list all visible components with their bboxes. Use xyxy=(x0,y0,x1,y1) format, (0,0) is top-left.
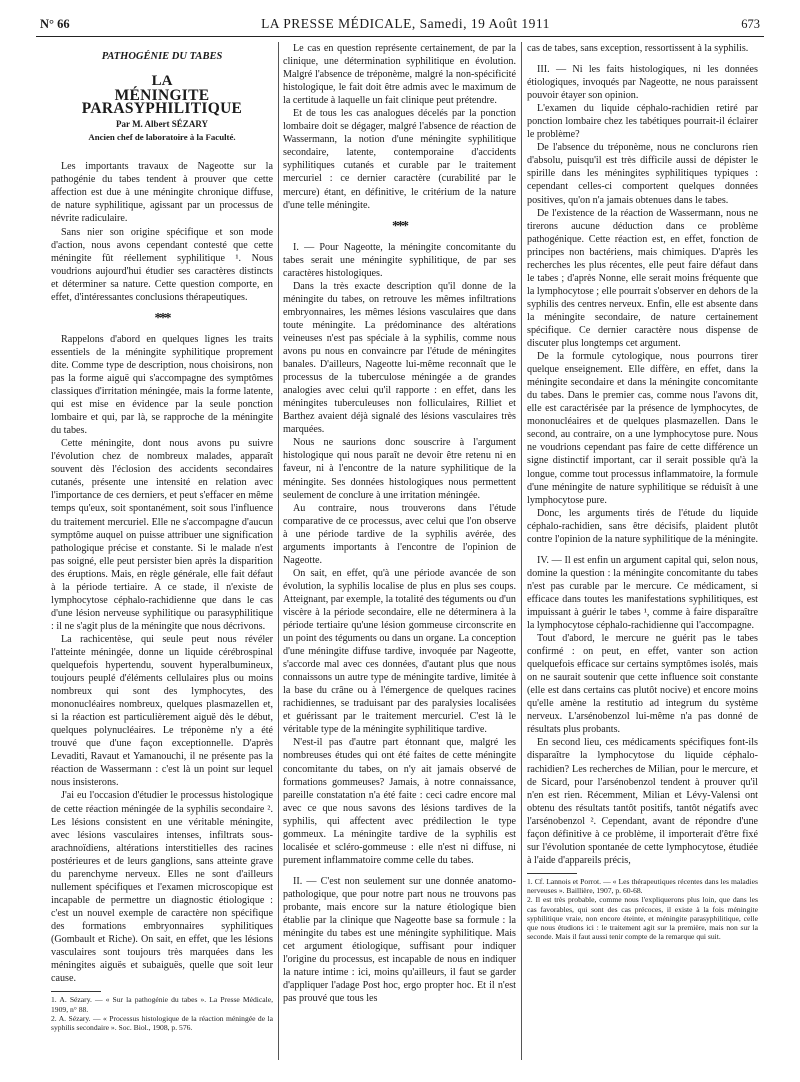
paragraph: J'ai eu l'occasion d'étudier le processus histologique de cette réaction méningée de la syphilis secondaire ². Les lésions consistent en une véritable méningite, avec lésions vasculaires intenses, infiltrats sous-arachnoïdiens, altérations interstitielles des racines postérieures et de leurs ganglions, sans atteinte grave du parenchyme nerveux. Elles ne sont d'ailleurs nullement spécifiques et l'examen microscopique est incapable de permettre un diagnostic étiologique : c'est un nouvel exemple de caractère non spécifique des formations embryonnaires syphilitiques (Gombault et Riche). On sait, en effet, que les lésions vasculaires sont toujours très marquées dans les méningites aiguës et subaiguës, quelle que soit leur cause. xyxy=(51,790,273,985)
column-3 xyxy=(527,42,758,941)
column-1 xyxy=(51,42,273,1033)
column-divider xyxy=(521,42,522,1060)
footnote: 2. A. Sézary. — « Processus histologique de la réaction méningée de la syphilis secondaire ». Soc. Biol., 1908, p. 576. xyxy=(51,1014,273,1033)
paragraph: III. — Ni les faits histologiques, ni les données étiologiques, invoqués par Nageotte, ne nous paraissent pouvoir étayer son opinion. xyxy=(527,64,758,102)
paragraph: La rachicentèse, qui seule peut nous révéler l'atteinte méningée, donne un liquide cérébrospinal quelquefois hypertendu, souvent hyperalbumineux, toujours peuplé d'éléments cellulaires plus ou moins nombreux qui sont des lymphocytes, des mononucléaires nombreux, quelques plasmazellen et, si la réaction est particulièrement aiguë dès le début, quelques polynucléaires. Le tréponème n'y a été trouvé que d'une façon exceptionnelle. D'après Levaditi, Ravaut et Yamanouchi, il ne présente pas la réaction de Wassermann : c'est là un point sur lequel nous insisterons. xyxy=(51,633,273,789)
footnote: 1. A. Sézary. — « Sur la pathogénie du tabes ». La Presse Médicale, 1909, n° 88. xyxy=(51,995,273,1014)
footnote: 2. Il est très probable, comme nous l'expliquerons plus loin, que dans les cas favorables, qui sont des cas précoces, il existe à la fois méningite syphilitique vraie, non encore éteinte, et méningite parasyphilitique, celle que nous étudions ici : le traitement agit sur la première, mais non sur la seconde. Mais il faut aussi tenir compte de la remarque qui suit. xyxy=(527,895,758,942)
paragraph: Sans nier son origine spécifique et son mode d'action, nous avons cependant contesté que cette méningite fût réellement syphilitique ¹. Nous voudrions aujourd'hui étudier ses caractères distincts et déterminer sa nature. Cette question comporte, en effet, d'intéressantes conclusions thérapeutiques. xyxy=(51,226,273,303)
footnote-rule xyxy=(51,991,101,992)
paragraph: De l'existence de la réaction de Wassermann, nous ne tirerons aucune déduction dans ce problème pathogénique. Cette réaction est, en effet, fonction de principes non bactériens, mais chimiques. D'après les recherches les plus récentes, elle peut faire défaut dans le tabes ; d'après Nonne, elle serait moins fréquente que la lymphocytose ; elle pourrait s'observer en dehors de la syphilis des centres nerveux. Enfin, elle est absente dans la méningite secondaire, de nature certainement spécifique. Ce dernier caractère nous dispense de discuter plus longtemps cet argument. xyxy=(527,207,758,350)
footnote: 1. Cf. Lannois et Porrot. — « Les thérapeutiques récentes dans les maladies nerveuses ». Baillière, 1907, p. 60-68. xyxy=(527,876,758,896)
page-number: 673 xyxy=(741,17,760,31)
section-heading: PATHOGÉNIE DU TABES xyxy=(101,51,223,62)
author-line: Par M. Albert SÉZARY xyxy=(115,119,208,130)
paragraph: Au contraire, nous trouverons dans l'étude comparative de ce processus, avec celui que l'on observe à une période tardive de la syphilis avérée, des arguments importants à l'encontre de l'opinion de Nageotte. xyxy=(283,502,516,566)
paragraph: Le cas en question représente certainement, de par la clinique, une détermination syphilitique en évolution. Malgré l'absence de tréponème, malgré la non-spécificité histologique, le fait doit être admis avec le maximum de la certitude à laquelle un fait clinique peut prétendre. xyxy=(283,43,516,107)
paragraph: Nous ne saurions donc souscrire à l'argument histologique qui nous paraît ne devoir être retenu ni en faveur, ni à l'encontre de la nature syphilitique de la méningite. Ses données histologiques nous permettent seulement de conclure à une irritation méningée. xyxy=(283,437,516,501)
column-2 xyxy=(283,42,516,1005)
paragraph: De la formule cytologique, nous pourrons tirer quelque enseignement. Elle diffère, en effet, dans la méningite secondaire et dans la méningite concomitante du tabes. Dans le premier cas, comme nous l'avons dit, elle est caractérisée par la présence de lymphocytes, de mononucléaires et de quelques plasmazellen. Dans le second, au contraire, on a une lymphocytose pure. Nous ne voudrions cependant pas faire de cette différence un signe distinctif important, car il serait possible qu'à la longue, comme tout processus inflammatoire, la formule d'une méningite de nature syphilitique se réduisît à une lymphocytose pure. xyxy=(527,351,758,506)
paragraph: cas de tabes, sans exception, ressortissent à la syphilis. xyxy=(527,43,749,54)
section-separator: *** xyxy=(154,310,170,326)
paragraph: Donc, les arguments tirés de l'étude du liquide céphalo-rachidien, sans être décisifs, plaident plutôt contre l'opinion de la nature syphilitique de la méningite. xyxy=(527,507,758,545)
journal-title: LA PRESSE MÉDICALE, Samedi, 19 Août 1911 xyxy=(261,16,550,31)
paragraph: Rappelons d'abord en quelques lignes les traits essentiels de la méningite syphilitique proprement dite. Comme type de description, nous choisirons, non pas la forme aiguë qui s'accompagne des symptômes classiques d'irritation méningée, mais la forme latente, qui est mise en évidence par la seule ponction lombaire et qui, par là, se rapproche de la méningite du tabes. xyxy=(51,333,273,437)
section-separator: *** xyxy=(392,218,407,234)
author-affiliation: Ancien chef de laboratoire à la Faculté. xyxy=(88,132,236,143)
article-title-line-2: MÉNINGITE PARASYPHILITIQUE xyxy=(81,87,243,118)
paragraph: N'est-il pas d'autre part étonnant que, malgré les nombreuses études qui ont été faites de cette méningite concomitante du tabes, on n'y ait jamais observé de formations gommeuses? Jamais, à notre connaissance, pareille constatation n'a été faite : ceci cadre encore mal avec ce que nous savons des lésions tardives de la syphilis, qui affectent avec prédilection le type gommeux. La méningite tardive de la syphilis est localisée et scléro-gommeuse : elle n'est ni diffuse, ni purement inflammatoire comme celle du tabes. xyxy=(283,737,516,866)
paragraph: De l'absence du tréponème, nous ne conclurons rien d'absolu, puisqu'il est très difficile aussi de dépister le spirille dans les méningites syphilitiques typiques : cependant celles-ci comportent quelques données positives, qu'on n'a jamais obtenues dans le tabes. xyxy=(527,142,758,206)
issue-number: N° 66 xyxy=(40,17,70,31)
paragraph: Cette méningite, dont nous avons pu suivre l'évolution chez de nombreux malades, apparaît souvent dès l'éclosion des accidents secondaires cutanés, présente une intensité en relation avec l'importance de ces derniers, et peut s'effacer en même temps qu'eux, soit spontanément, soit sous l'influence du traitement mercuriel. Elle ne s'accompagne d'aucun symptôme auquel on puisse attribuer une signification pathologique précise et constante. Si le malade n'est pas soigné, elle peut persister bien après la disparition des éruptions. Mais, en règle générale, elle fait défaut à la période tertiaire. A ce stade, il n'existe de lymphocytose céphalo-rachidienne que dans le cas d'une lésion nerveuse syphilitique ou parasyphilitique : il ne s'agit plus de la méningite que nous décrivons. xyxy=(51,438,273,632)
paragraph: Les importants travaux de Nageotte sur la pathogénie du tabes tendent à prouver que cette affection est due à une méningite chronique diffuse, de nature syphilitique, agissant par un processus de névrite radiculaire. xyxy=(51,161,273,225)
paragraph: Dans la très exacte description qu'il donne de la méningite du tabes, on retrouve les mêmes infiltrations embryonnaires, les mêmes lésions vasculaires que dans toute méningite. La prédominance des altérations veineuses n'est pas spéciale à la syphilis, comme nous avons pu nous en convaincre par l'étude de méningites banales. D'ailleurs, Nageotte lui-même reconnaît que le processus de la tuberculose méningée a de grandes analogies avec celui qu'il rapporte : en effet, dans les méningites tuberculeuses non folliculaires, Rilliet et Barthez avaient déjà signalé des lésions vasculaires très marquées. xyxy=(283,280,516,436)
running-header xyxy=(40,8,760,32)
paragraph: IV. — Il est enfin un argument capital qui, selon nous, domine la question : la méningite concomitante du tabes n'est pas curable par le mercure. Ce médicament, si efficace dans toutes les manifestations syphilitiques, est impuissant à guérir le tabes ¹, comme à faire disparaître la lymphocytose céphalo-rachidienne qui l'accompagne. xyxy=(527,554,758,632)
header-rule xyxy=(36,36,764,37)
paragraph: En second lieu, ces médicaments spécifiques font-ils disparaître la lymphocytose du liquide céphalo-rachidien? Les recherches de Milian, pour le mercure, et de Sicard, pour l'arsénobenzol tendent à prouver qu'il n'en est rien. Récemment, Milian et Lévy-Valensi ont obtenu des résultats tantôt positifs, tantôt négatifs avec l'arsénobenzol ². Cependant, avant de répondre d'une façon définitive à ce problème, il importerait d'être fixé sur l'évolution spontanée de cette lymphocytose, étudiée à l'aide d'appareils précis, xyxy=(527,737,758,866)
paragraph: L'examen du liquide céphalo-rachidien retiré par ponction lombaire chez les tabétiques pourrait-il éclairer le problème? xyxy=(527,103,758,141)
paragraph: On sait, en effet, qu'à une période avancée de son évolution, la syphilis localise de plus en plus ses coups. Atteignant, par exemple, la totalité des téguments ou d'un viscère à la période secondaire, elle ne déterminera à la période tertiaire qu'une lésion gommeuse circonscrite en un point des téguments ou dans un organe. La conception d'une méningite diffuse tardive, invoquée par Nageotte, s'accorde mal avec ces données, d'autant plus que nous connaissons un autre type de méningite tardive, limitée à la base du crâne ou à l'émergence de quelques racines rachidiennes, se traduisant par des paralysies localisées et guérissant par le traitement mercuriel. C'est là le véritable type de la méningite syphilitique tardive. xyxy=(283,567,516,736)
footnote-rule xyxy=(527,873,577,874)
article-title-line-1: LA xyxy=(151,73,173,90)
paragraph: I. — Pour Nageotte, la méningite concomitante du tabes serait une méningite syphilitique, de par ses caractères histologiques. xyxy=(283,241,516,279)
paragraph: II. — C'est non seulement sur une donnée anatomo-pathologique, que pour notre part nous ne trouvons pas probante, mais encore sur la nature étiologique bien établie par la clinique que Nageotte base sa formule : la méningite du tabes est une méningite syphilitique. Mais cet argument étiologique, suffisant pour indiquer l'origine du processus, est incapable de nous en indiquer la nature intime : ici, moins qu'ailleurs, il faut se garder d'appliquer l'adage Post hoc, ergo propter hoc. Et il n'est pas prouvé que tous les xyxy=(283,875,516,1005)
paragraph: Tout d'abord, le mercure ne guérit pas le tabes confirmé : on peut, en effet, vanter son action quelquefois efficace sur certains symptômes isolés, mais on ne saurait soutenir que cette influence soit constante (elle est dans certains cas plutôt nocive) et encore moins qu'elle amène la restitutio ad integrum du système nerveux. L'arsénobenzol lui-même n'a pas donné de résultats plus probants. xyxy=(527,633,758,736)
column-divider xyxy=(278,42,279,1060)
paragraph: Et de tous les cas analogues décelés par la ponction lombaire doit se dégager, malgré l'absence de réaction de Wassermann, la notion d'une méningite syphilitique secondaire, latente, contemporaine d'accidents syphilitiques cutanés et curable par le traitement mercuriel : ce dernier caractère (curabilité par le mercure) étant, en définitive, le critérium de la nature d'une telle méningite. xyxy=(283,108,516,211)
